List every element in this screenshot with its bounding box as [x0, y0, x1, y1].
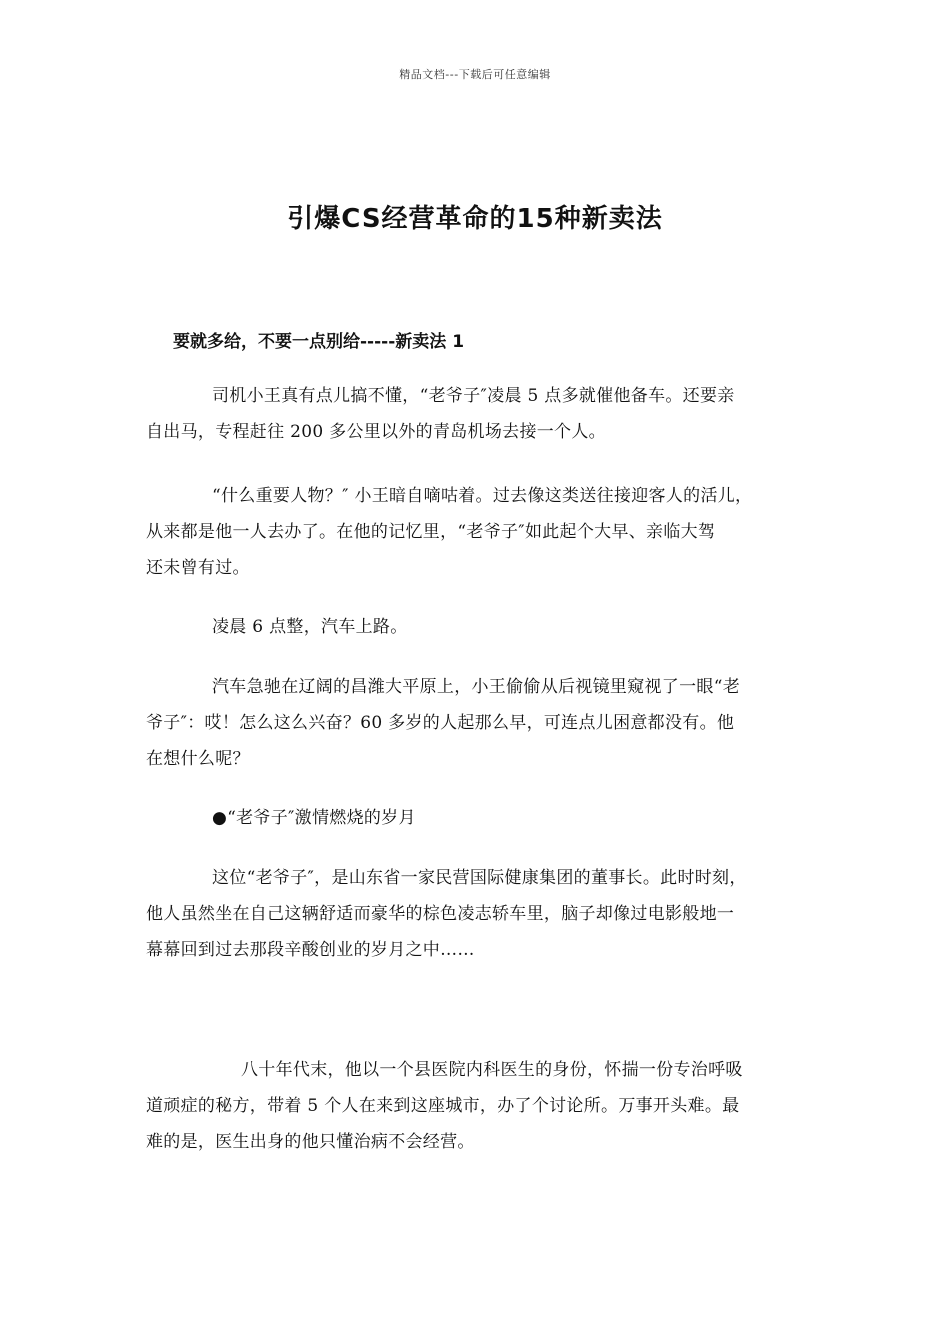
paragraph-2	[146, 478, 816, 586]
paragraph-line: 汽车急驰在辽阔的昌潍大平原上，小王偷偷从后视镜里窥视了一眼“老	[212, 677, 740, 697]
document-title: 引爆CS经营革命的15种新卖法	[287, 204, 663, 234]
section-heading: 要就多给，不要一点别给-----新卖法 1	[173, 332, 465, 352]
paragraph-1	[146, 378, 816, 450]
paragraph-4	[146, 669, 816, 777]
paragraph-line: “什么重要人物？″ 小王暗自嘀咕着。过去像这类送往接迎客人的活儿，	[212, 486, 753, 506]
paragraph-line: 八十年代末，他以一个县医院内科医生的身份，怀揣一份专治呼吸	[241, 1060, 743, 1080]
paragraph-line: 在想什么呢？	[146, 749, 250, 769]
paragraph-line: 从来都是他一人去办了。在他的记忆里，“老爷子″如此起个大早、亲临大驾	[146, 522, 716, 542]
paragraph-7	[146, 1052, 816, 1160]
paragraph-line: 还未曾有过。	[146, 558, 250, 578]
paragraph-line: 难的是，医生出身的他只懂治病不会经营。	[146, 1132, 475, 1152]
paragraph-line: ●“老爷子″激情燃烧的岁月	[212, 808, 416, 828]
paragraph-line: 幕幕回到过去那段辛酸创业的岁月之中……	[146, 940, 475, 960]
bullet-subheading	[146, 800, 816, 836]
page-header: 精品文档---下载后可任意编辑	[399, 68, 551, 81]
paragraph-6	[146, 860, 816, 968]
paragraph-3	[146, 609, 816, 645]
paragraph-line: 凌晨 6 点整，汽车上路。	[212, 617, 408, 637]
paragraph-line: 爷子″：哎！怎么这么兴奋？60 多岁的人起那么早，可连点儿困意都没有。他	[146, 713, 735, 733]
paragraph-line: 道顽症的秘方，带着 5 个人在来到这座城市，办了个讨论所。万事开头难。最	[146, 1096, 740, 1116]
paragraph-line: 自出马，专程赶往 200 多公里以外的青岛机场去接一个人。	[146, 422, 606, 442]
paragraph-line: 司机小王真有点儿搞不懂，“老爷子″凌晨 5 点多就催他备车。还要亲	[212, 386, 735, 406]
paragraph-line: 他人虽然坐在自己这辆舒适而豪华的棕色凌志轿车里，脑子却像过电影般地一	[146, 904, 735, 924]
paragraph-line: 这位“老爷子″，是山东省一家民营国际健康集团的董事长。此时时刻，	[212, 868, 747, 888]
